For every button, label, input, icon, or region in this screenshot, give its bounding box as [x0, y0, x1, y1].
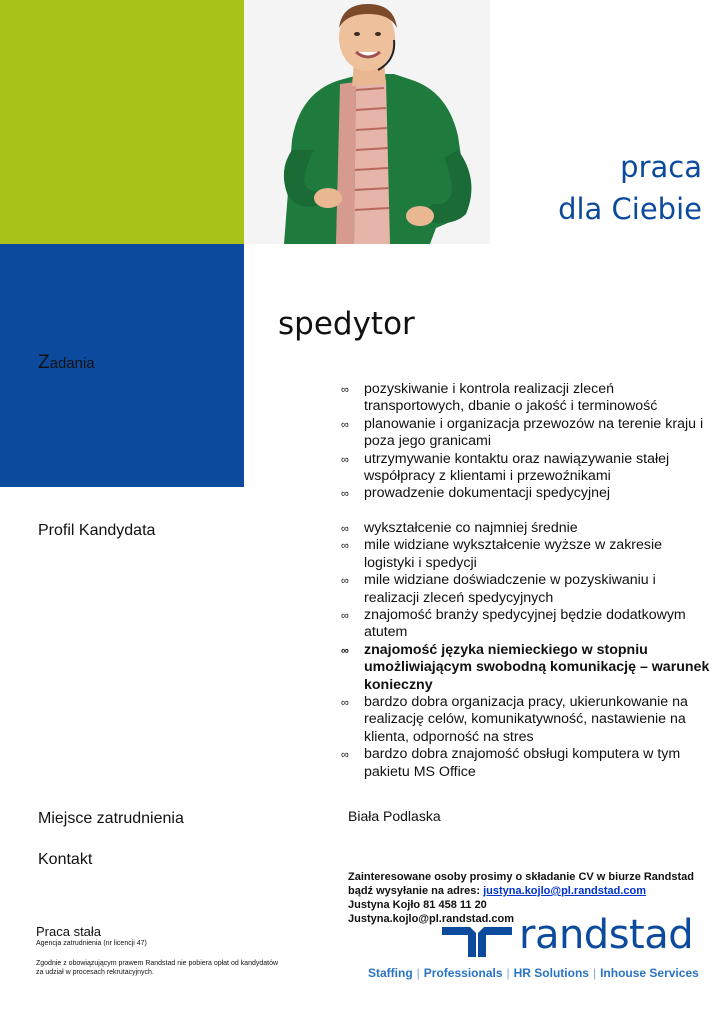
- contact-line4: Justyna.kojlo@pl.randstad.com: [348, 913, 514, 925]
- bullet-icon: ∞: [341, 749, 349, 762]
- miejsce-value: Biała Podlaska: [348, 808, 441, 824]
- list-item-text: znajomość języka niemieckiego w stopniu umożliwiającym swobodną komunikację – warunek konieczny: [364, 641, 710, 693]
- bullet-icon: ∞: [341, 488, 349, 501]
- profil-list: [340, 520, 712, 781]
- tagline-item: Professionals: [423, 966, 503, 980]
- zadania-list: [340, 381, 712, 503]
- bullet-icon: ∞: [341, 697, 349, 710]
- headline-line1: praca: [620, 150, 702, 184]
- tagline-item: Inhouse Services: [600, 966, 699, 980]
- zadania-label-rest: adania: [49, 355, 95, 372]
- list-item-text: pozyskiwanie i kontrola realizacji zleceń transportowych, dbanie o jakość i terminowość: [364, 381, 658, 415]
- bullet-icon: ∞: [341, 384, 349, 396]
- zadania-label-initial: Z: [38, 352, 50, 373]
- person-photo-icon: [244, 0, 490, 244]
- candidate-photo: [244, 0, 490, 244]
- list-item: [340, 642, 712, 694]
- headline: [520, 146, 702, 230]
- praca-stala: Praca stała: [36, 924, 102, 939]
- list-item: [340, 381, 712, 416]
- brand-name: randstad: [519, 912, 694, 958]
- contact-line2-prefix: bądź wysyłanie na adres:: [348, 885, 484, 897]
- tagline-item: HR Solutions: [513, 966, 589, 980]
- kontakt-label: Kontakt: [38, 851, 93, 868]
- bullet-icon: ∞: [341, 453, 349, 466]
- list-item: [340, 607, 712, 642]
- list-item-text: prowadzenie dokumentacji spedycyjnej: [364, 485, 611, 502]
- email-link[interactable]: justyna.kojlo@pl.randstad.com: [483, 885, 647, 897]
- list-item: [340, 694, 712, 746]
- list-item: [340, 746, 712, 781]
- list-item-text: mile widziane wykształcenie wyższe w zakresie logistyki i spedycji: [364, 537, 663, 571]
- tagline-separator: |: [592, 966, 597, 980]
- list-item-text: wykształcenie co najmniej średnie: [364, 520, 578, 536]
- list-item-text: bardzo dobra organizacja pracy, ukierunkowanie na realizację celów, komunikatywność, nastawienie na klienta, odporność na stres: [364, 694, 688, 745]
- list-item-text: bardzo dobra znajomość obsługi komputera w tym pakietu MS Office: [364, 746, 681, 780]
- blue-color-block: [0, 244, 244, 487]
- legal-note: Zgodnie z obowiązującym prawem Randstad nie pobiera opłat od kandydatów za udział w procesach rekrutacyjnych.: [36, 960, 279, 976]
- headline-line2: dla Ciebie: [558, 192, 702, 226]
- bullet-icon: ∞: [341, 540, 349, 553]
- contact-line1: Zainteresowane osoby prosimy o składanie CV w biurze Randstad: [348, 871, 694, 883]
- contact-line3: Justyna Kojło 81 458 11 20: [348, 899, 487, 911]
- bullet-icon: ∞: [341, 610, 349, 623]
- miejsce-label: Miejsce zatrudnienia: [38, 810, 184, 827]
- brand-tagline: [368, 966, 699, 980]
- list-item: [340, 485, 712, 502]
- profil-label: Profil Kandydata: [38, 522, 156, 539]
- list-item-text: mile widziane doświadczenie w pozyskiwaniu i realizacji zleceń spedycyjnych: [364, 572, 656, 606]
- list-item-text: znajomość branży spedycyjnej będzie dodatkowym atutem: [364, 607, 686, 641]
- green-color-block: [0, 0, 244, 244]
- tagline-item: Staffing: [368, 966, 413, 980]
- bullet-icon: ∞: [341, 418, 349, 431]
- job-title: spedytor: [278, 306, 415, 342]
- bullet-icon: ∞: [341, 575, 349, 588]
- list-item: [340, 416, 712, 451]
- list-item: [340, 520, 712, 537]
- agencja-text: Agencja zatrudnienia (nr licencji 47): [36, 940, 147, 947]
- bullet-icon: ∞: [341, 523, 349, 535]
- list-item-text: planowanie i organizacja przewozów na terenie kraju i poza jego granicami: [364, 415, 704, 450]
- tagline-separator: |: [416, 966, 420, 980]
- list-item-text: utrzymywanie kontaktu oraz nawiązywanie stałej współpracy z klientami i przewoźnikami: [364, 450, 670, 485]
- bullet-icon: ∞: [341, 644, 349, 657]
- zadania-label: [38, 352, 95, 374]
- contact-line2: [348, 884, 694, 898]
- list-item: [340, 451, 712, 486]
- list-item: [340, 572, 712, 607]
- tagline-separator: |: [506, 966, 510, 980]
- list-item: [340, 537, 712, 572]
